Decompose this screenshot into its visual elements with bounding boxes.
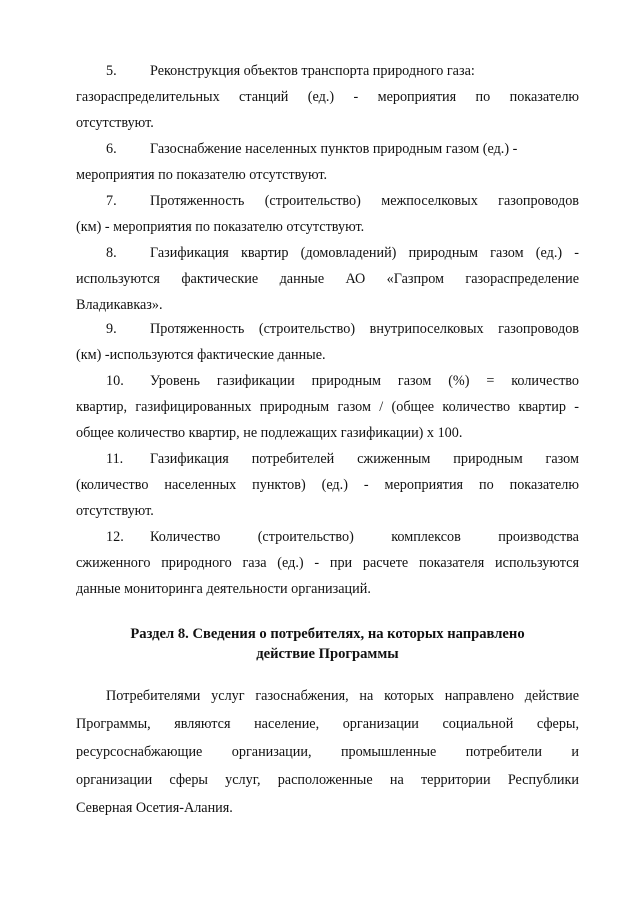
section-paragraph — [76, 682, 579, 822]
section-paragraph-line-5: Северная Осетия-Алания. — [76, 800, 233, 816]
list-item-6 — [76, 136, 579, 188]
list-item-9-line-2: (км) -используются фактические данные. — [76, 347, 326, 363]
list-item-9 — [76, 316, 579, 368]
list-item-12-line-3: данные мониторинга деятельности организаций. — [76, 581, 371, 597]
list-item-12 — [76, 524, 579, 602]
list-item-8 — [76, 240, 579, 318]
list-item-7-line-1 — [76, 188, 579, 214]
list-item-10 — [76, 368, 579, 446]
section-paragraph-line-3: ресурсоснабжающие организации, промышленные потребители и — [76, 744, 579, 760]
list-item-11-line-1 — [76, 446, 579, 472]
list-item-10-number: 10. — [106, 373, 124, 389]
list-item-5-number: 5. — [106, 63, 117, 79]
list-item-10-line-1 — [76, 368, 579, 394]
list-item-11-line-2: (количество населенных пунктов) (ед.) - мероприятия по показателю — [76, 477, 579, 493]
list-item-11 — [76, 446, 579, 524]
list-item-9-line-1 — [76, 316, 579, 342]
section-heading-line-2: действие Программы — [256, 646, 399, 662]
list-item-5-line-2: газораспределительных станций (ед.) - мероприятия по показателю — [76, 89, 579, 105]
list-item-10-text: Уровень газификации природным газом (%) = количество — [150, 373, 579, 389]
list-item-12-number: 12. — [106, 529, 124, 545]
list-item-10-line-3: общее количество квартир, не подлежащих газификации) x 100. — [76, 425, 463, 441]
list-item-8-line-2: используются фактические данные АО «Газпром газораспределение — [76, 271, 579, 287]
list-item-6-line-1 — [76, 136, 579, 162]
list-item-8-number: 8. — [106, 245, 117, 261]
list-item-9-text: Протяженность (строительство) внутрипоселковых газопроводов — [150, 321, 579, 337]
list-item-12-line-2: сжиженного природного газа (ед.) - при расчете показателя используются — [76, 555, 579, 571]
list-item-8-text: Газификация квартир (домовладений) природным газом (ед.) - — [150, 245, 579, 261]
list-item-5 — [76, 58, 579, 136]
list-item-12-line-1 — [76, 524, 579, 550]
list-item-5-text: Реконструкция объектов транспорта природного газа: — [150, 63, 475, 79]
list-item-10-line-2: квартир, газифицированных природным газом / (общее количество квартир - — [76, 399, 579, 415]
list-item-11-text: Газификация потребителей сжиженным природным газом — [150, 451, 579, 467]
list-item-8-line-1 — [76, 240, 579, 266]
section-paragraph-line-1: Потребителями услуг газоснабжения, на которых направлено действие — [106, 688, 579, 704]
list-item-6-number: 6. — [106, 141, 117, 157]
list-item-5-line-3: отсутствуют. — [76, 115, 154, 131]
list-item-5-line-1 — [76, 58, 579, 84]
list-item-11-number: 11. — [106, 451, 124, 467]
list-item-7-text: Протяженность (строительство) межпоселковых газопроводов — [150, 193, 579, 209]
section-heading-line-1: Раздел 8. Сведения о потребителях, на которых направлено — [130, 626, 525, 642]
list-item-6-line-2: мероприятия по показателю отсутствуют. — [76, 167, 328, 183]
list-item-7-number: 7. — [106, 193, 117, 209]
list-item-8-line-3: Владикавказ». — [76, 297, 163, 313]
list-item-6-text: Газоснабжение населенных пунктов природным газом (ед.) - — [150, 141, 518, 157]
list-item-11-line-3: отсутствуют. — [76, 503, 154, 519]
list-item-7 — [76, 188, 579, 240]
section-paragraph-line-4: организации сферы услуг, расположенные на территории Республики — [76, 772, 579, 788]
section-paragraph-line-2: Программы, являются население, организации социальной сферы, — [76, 716, 579, 732]
section-heading — [76, 624, 579, 664]
list-item-9-number: 9. — [106, 321, 117, 337]
list-item-12-text: Количество (строительство) комплексов производства — [150, 529, 579, 545]
list-item-7-line-2: (км) - мероприятия по показателю отсутствуют. — [76, 219, 365, 235]
